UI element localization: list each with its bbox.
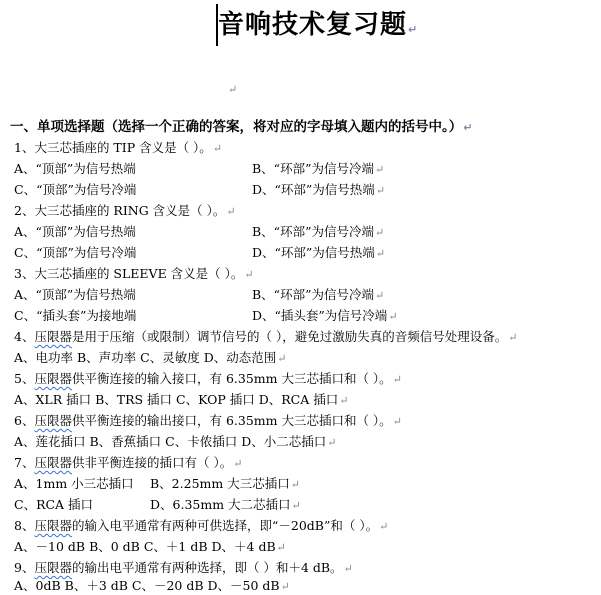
section-heading[interactable]: 一、单项选择题（选择一个正确的答案，将对应的字母填入题内的括号中。）↵ <box>10 119 473 135</box>
q4-options[interactable]: A、电功率 B、声功率 C、灵敏度 D、动态范围↵ <box>14 350 287 365</box>
question-7[interactable]: 7、压限器供非平衡连接的插口有（ ）。↵ <box>14 455 243 470</box>
q2-options-row2[interactable]: C、“顶部”为信号冷端 D、“环部”为信号热端↵ <box>14 245 386 260</box>
q1-options-row1[interactable]: A、“顶部”为信号热端 B、“环部”为信号冷端↵ <box>14 161 385 176</box>
question-5[interactable]: 5、压限器供平衡连接的输入接口，有 6.35mm 大三芯插口和（ ）。↵ <box>14 371 402 386</box>
q7-options-row2[interactable]: C、RCA 插口 D、6.35mm 大二芯插口↵ <box>14 497 301 512</box>
q5-options[interactable]: A、XLR 插口 B、TRS 插口 C、KOP 插口 D、RCA 插口↵ <box>14 392 349 407</box>
question-8[interactable]: 8、压限器的输入电平通常有两种可供选择，即“－20dB”和（ ）。↵ <box>14 518 389 533</box>
question-9[interactable]: 9、压限器的输出电平通常有两种选择，即（ ）和＋4 dB。↵ <box>14 560 353 575</box>
q8-options[interactable]: A、－10 dB B、0 dB C、＋1 dB D、＋4 dB↵ <box>14 539 286 554</box>
question-4[interactable]: 4、压限器是用于压缩（或限制）调节信号的（ ），避免过激励失真的音频信号处理设备。↵ <box>14 329 518 344</box>
question-6[interactable]: 6、压限器供平衡连接的输出接口，有 6.35mm 大三芯插口和（ ）。↵ <box>14 413 402 428</box>
q7-options-row1[interactable]: A、1mm 小三芯插口 B、2.25mm 大三芯插口↵ <box>14 476 300 491</box>
question-1[interactable]: 1、大三芯插座的 TIP 含义是（ ）。↵ <box>14 140 223 155</box>
question-3[interactable]: 3、大三芯插座的 SLEEVE 含义是（ ）。↵ <box>14 266 254 281</box>
q3-options-row2[interactable]: C、“插头套”为接地端 D、“插头套”为信号冷端↵ <box>14 308 398 323</box>
paragraph-mark: ↵ <box>228 83 238 96</box>
question-2[interactable]: 2、大三芯插座的 RING 含义是（ ）。↵ <box>14 203 236 218</box>
q6-options[interactable]: A、莲花插口 B、香蕉插口 C、卡侬插口 D、小二芯插口↵ <box>14 434 337 449</box>
q2-options-row1[interactable]: A、“顶部”为信号热端 B、“环部”为信号冷端↵ <box>14 224 385 239</box>
q3-options-row1[interactable]: A、“顶部”为信号热端 B、“环部”为信号冷端↵ <box>14 287 385 302</box>
document-title[interactable]: 音响技术复习题↵ <box>218 10 419 40</box>
q9-options[interactable]: A、0dB B、＋3 dB C、－20 dB D、－50 dB↵ <box>14 578 290 593</box>
q1-options-row2[interactable]: C、“顶部”为信号冷端 D、“环部”为信号热端↵ <box>14 182 386 197</box>
